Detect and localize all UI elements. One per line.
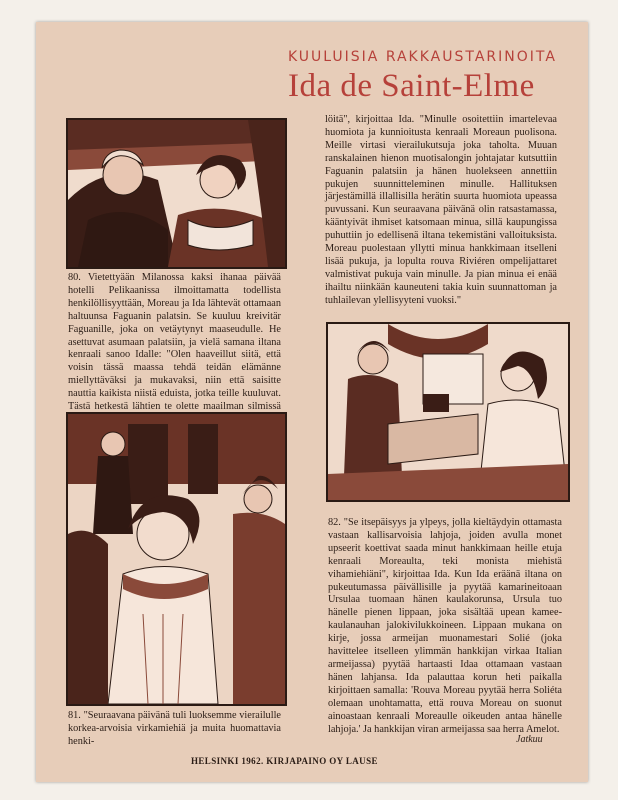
- illustration-ballroom: [68, 414, 285, 704]
- illustration-jewel-box: [328, 324, 568, 500]
- illustration-panel-80: [66, 118, 287, 269]
- printer-imprint: HELSINKI 1962. KIRJAPAINO OY LAUSE: [191, 756, 378, 766]
- caption-82: 82. "Se itsepäisyys ja ylpeys, jolla kieltäydyin ottamasta vastaan kallisarvoisia lahjoja, joiden avulla monet upseerit koettivat saada minut hankkimaan heille etuja kenraali Moreaulta, teki monista miehistä vihamiehiäni", kirjoittaa Ida. Kun Ida eräänä iltana on pukeutumassa päivällisille ja pyytää kamarineitoaan Ursulaa tuomaan hänen kaulakorunsa, Ursula tuo hänelle pienen lippaan, joka sisältää upean kamee-kaulanauhan jalokivilukkoineen. Lippaan mukana on kirje, jossa armeijan muonamestari Solié (joka havittelee itselleen ylimmän hankkijan virkaa Italian armeijassa) pyytää hartaasti Idaa ottamaan vastaan hänen lahjansa. Ida palauttaa korun heti paikalla kirjoittaen samalla: 'Rouva Moreau pyytää herra Soliéta olemaan unohtamatta, että rouva Moreau on suonut ainoastaan kenraali Moreaulle oikeuden antaa hänelle lahjoja.' Ja hankkijan viran armeijassa saa herra Amelot.: [328, 517, 562, 735]
- caption-81-continued: löitä", kirjoittaa Ida. "Minulle osoitettiin imartelevaa huomiota ja kunnioitusta kenraali Moreaun puolisona. Meille virtasi vierailukutsuja joka taholta. Muuan ranskalainen hienon muotisalongin johtajatar kutsuttiin Faguanin palatsiin ja hänen huolekseen annettiin pukujen suunnitteleminen minulle. Hallituksen järjestämillä illallisilla herätin suurta huomiota upeassa puvussani. Kun seuraavana päivänä olin ratsastamassa, kääntyivät ihmiset katsomaan minua, sillä kaupungissa puhuttiin jo edellisenä iltana tekemistäni valloituksista. Moreau puolestaan yllytti minua hankkimaan itselleni lisää pukuja, ja lopulta rouva Riviéren ompelijattaret valmistivat pukuja vain minulle. Ja pian minua ei enää ihailtu niinkään kauneuteni takia kuin suunnattoman ja tuhlailevan ylellisyyteni vuoksi.": [325, 114, 557, 306]
- continued-label: Jatkuu: [516, 734, 543, 745]
- magazine-page: [36, 22, 588, 782]
- caption-81-start: 81. "Seuraavana päivänä tuli luoksemme vierailulle korkea-arvoisia virkamiehiä ja muita huomattavia henki-: [68, 710, 281, 747]
- story-title: Ida de Saint-Elme: [288, 68, 535, 104]
- series-heading: KUULUISIA RAKKAUSTARINOITA: [288, 49, 557, 65]
- caption-80: 80. Vietettyään Milanossa kaksi ihanaa päivää hotelli Pelikaanissa ilmoittamatta todellista henkilöllisyyttään, Moreau ja Ida lähtevät ottamaan haltuunsa Faguanin palatsin. Se kuuluu kreivitär Faguanille, joka on vetäytynyt maaseudulle. He asettuvat asumaan palatsiin, ja vielä samana iltana kenraali sanoo Idalle: "Olen haaveillut siitä, että voisin tässä maassa tehdä teidän elämänne miellyttäväksi ja mukavaksi, niin että saisitte nauttia kaikista niistä eduista, jotka teille kuuluvat. Tästä hetkestä lähtien te olette maailman silmissä: [68, 272, 281, 413]
- illustration-panel-81: [66, 412, 287, 706]
- illustration-couple: [68, 120, 285, 267]
- illustration-panel-82: [326, 322, 570, 502]
